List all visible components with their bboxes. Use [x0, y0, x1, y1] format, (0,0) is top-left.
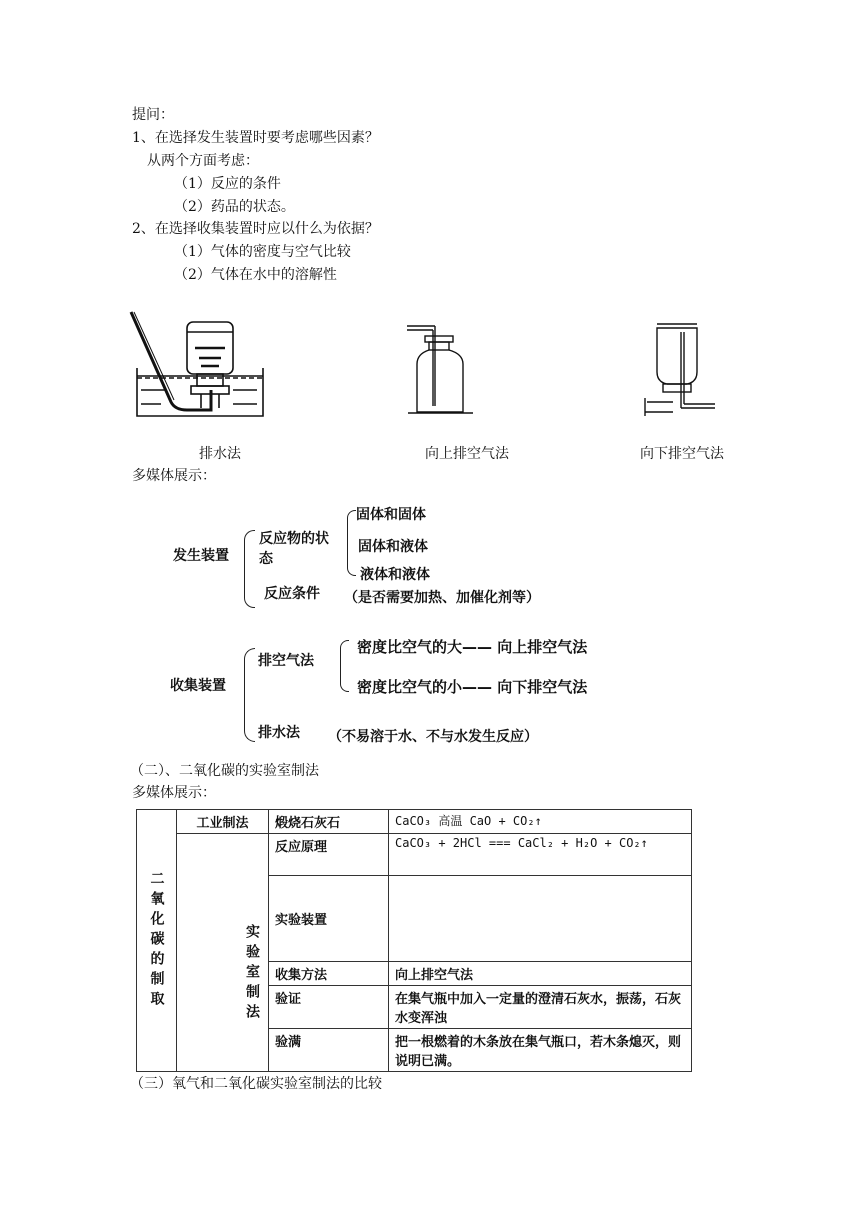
row-key-verify: 验证 [269, 986, 389, 1029]
question-2-a: （1）气体的密度与空气比较 [174, 244, 351, 260]
row-key-collection: 收集方法 [269, 962, 389, 986]
question-1-sub: 从两个方面考虑： [147, 153, 259, 169]
media-heading-1: 多媒体展示： [132, 468, 216, 484]
collect-device-title: 收集装置 [170, 678, 226, 694]
row-val-principle: CaCO₃ + 2HCl === CaCl₂ + H₂O + CO₂↑ [389, 834, 692, 876]
collect-bracket [244, 648, 255, 742]
section-3-heading: （三）氧气和二氧化碳实验室制法的比较 [130, 1076, 382, 1092]
question-1-a: （1）反应的条件 [174, 176, 281, 192]
gen-bracket [244, 530, 255, 608]
upward-air-figure [405, 320, 475, 416]
question-2-b: （2）气体在水中的溶解性 [174, 267, 337, 283]
questions-heading: 提问： [132, 107, 174, 123]
industry-equation: CaCO₃ 高温 CaO + CO₂↑ [395, 814, 542, 828]
condition-label: 反应条件 [264, 586, 320, 602]
row-val-full: 把一根燃着的木条放在集气瓶口，若木条熄灭，则说明已满。 [389, 1029, 692, 1072]
question-1: 1、在选择发生装置时要考虑哪些因素？ [132, 130, 379, 146]
water-displacement-figure [125, 310, 270, 422]
row-key-apparatus: 实验装置 [269, 876, 389, 962]
state-solid-solid: 固体和固体 [356, 507, 426, 523]
air-bracket [340, 640, 349, 692]
media-heading-2: 多媒体展示： [132, 785, 216, 801]
state-solid-liquid: 固体和液体 [358, 539, 428, 555]
figure-label-upward: 向上排空气法 [425, 446, 509, 462]
question-2: 2、在选择收集装置时应以什么为依据？ [132, 221, 379, 237]
co2-preparation-table [136, 809, 692, 1072]
state-label-2: 态 [259, 551, 273, 567]
figure-label-downward: 向下排空气法 [640, 446, 724, 462]
industry-method-cell: 工业制法 [177, 810, 269, 834]
table-side-label: 二氧化碳的制取 [137, 810, 177, 1072]
gen-device-title: 发生装置 [173, 548, 229, 564]
state-label-1: 反应物的状 [259, 531, 329, 547]
air-down: 密度比空气的小—— 向下排空气法 [357, 678, 588, 696]
water-label: 排水法 [258, 725, 300, 741]
question-1-b: （2）药品的状态。 [174, 199, 295, 215]
state-bracket [347, 510, 356, 576]
row-val-verify: 在集气瓶中加入一定量的澄清石灰水，振荡，石灰水变浑浊 [389, 986, 692, 1029]
air-up: 密度比空气的大—— 向上排空气法 [357, 638, 588, 656]
downward-air-figure [643, 318, 719, 418]
section-2-heading: （二）、二氧化碳的实验室制法 [130, 763, 319, 779]
row-val-collection: 向上排空气法 [389, 962, 692, 986]
lab-method-label: 实验室制法 [177, 834, 269, 1072]
condition-note: （是否需要加热、加催化剂等） [344, 590, 540, 606]
row-val-apparatus [389, 876, 692, 962]
figure-label-water: 排水法 [199, 446, 241, 462]
water-note: （不易溶于水、不与水发生反应） [328, 729, 538, 745]
row-key-principle: 反应原理 [269, 834, 389, 876]
air-label: 排空气法 [258, 653, 314, 669]
row-key-full: 验满 [269, 1029, 389, 1072]
industry-equation-cell [389, 810, 692, 834]
industry-name-cell: 煅烧石灰石 [269, 810, 389, 834]
state-liquid-liquid: 液体和液体 [360, 567, 430, 583]
